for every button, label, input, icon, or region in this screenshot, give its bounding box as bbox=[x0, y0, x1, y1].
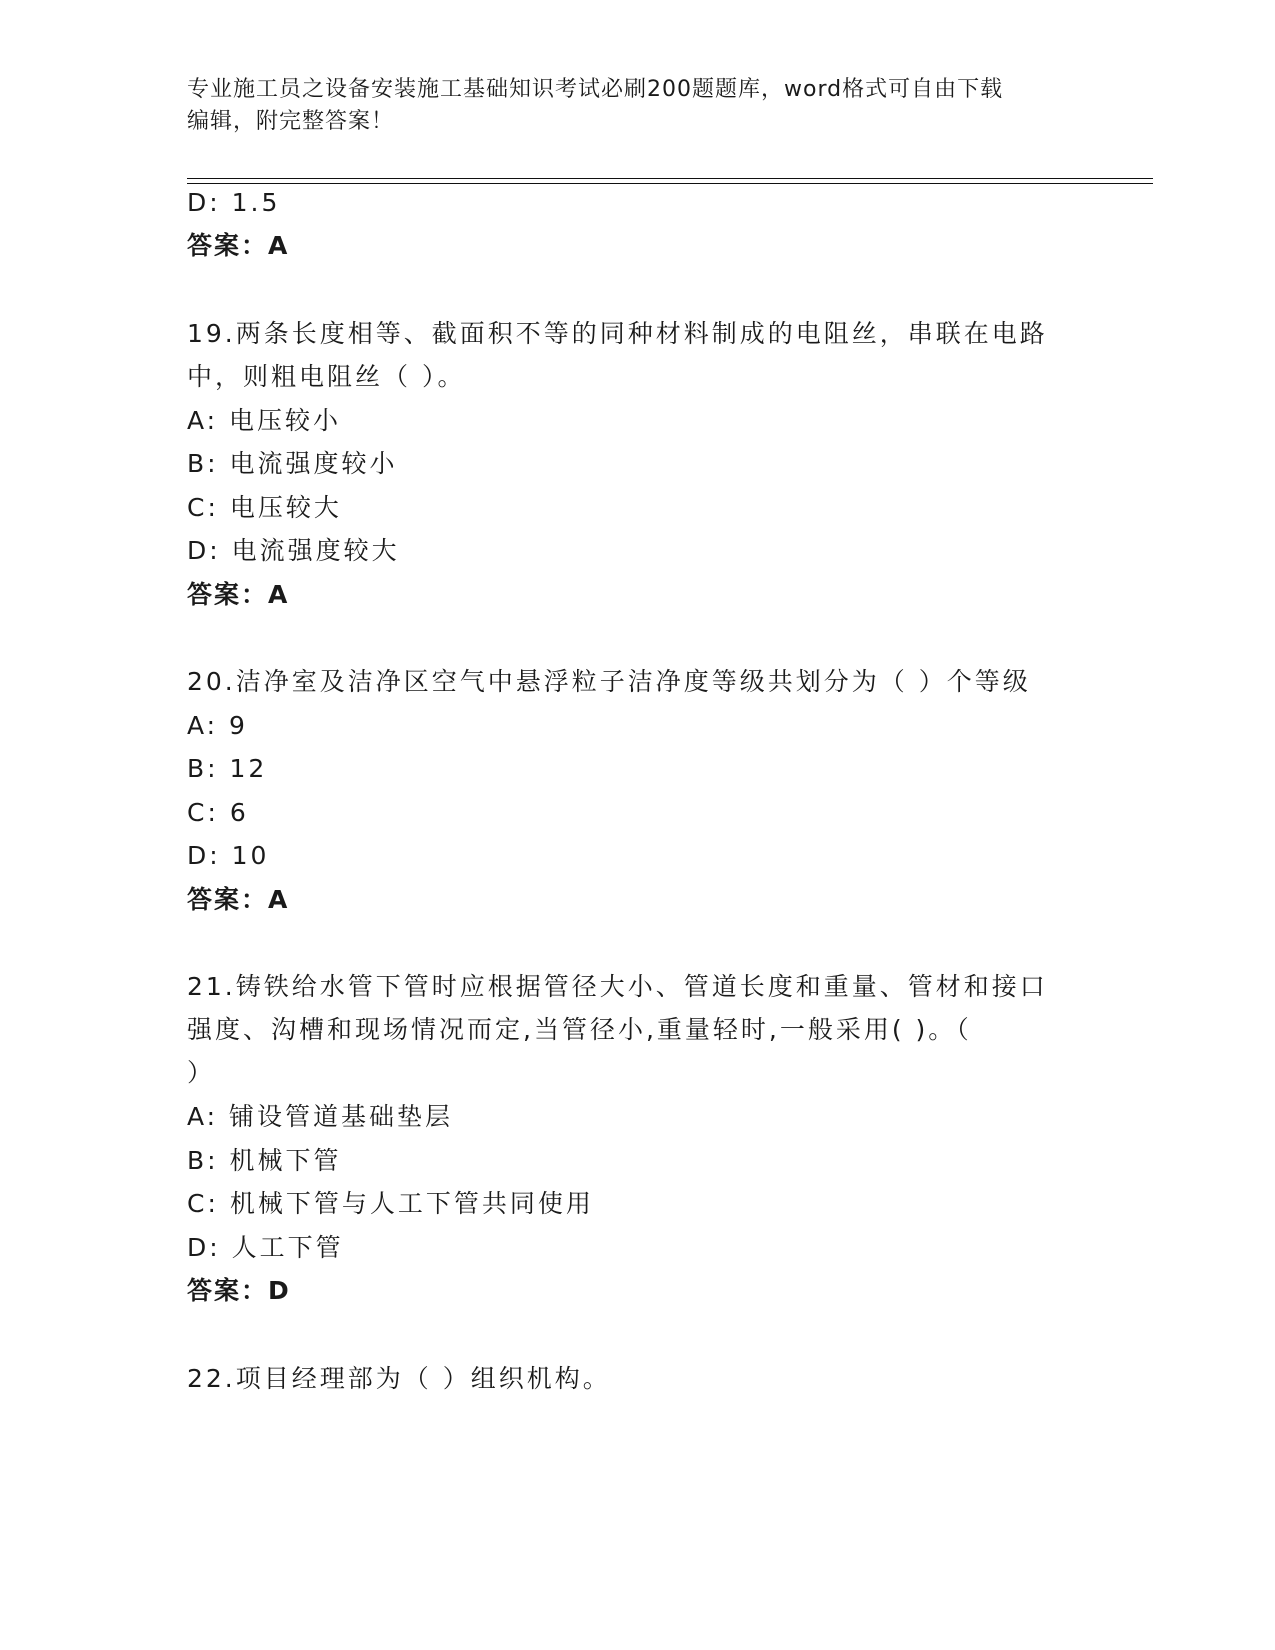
header-line-1: 专业施工员之设备安装施工基础知识考试必刷200题题库，word格式可自由下载 bbox=[187, 77, 1004, 102]
header-divider-top bbox=[187, 178, 1153, 179]
q22-text-line-1: 22.项目经理部为（ ）组织机构。 bbox=[187, 1364, 611, 1393]
document-header bbox=[187, 74, 1077, 138]
prev-answer: 答案：A bbox=[187, 231, 290, 260]
header-divider-bottom bbox=[187, 183, 1153, 184]
q19-option-d: D: 电流强度较大 bbox=[187, 536, 400, 565]
q21-option-b: B: 机械下管 bbox=[187, 1146, 342, 1175]
q20-option-d: D: 10 bbox=[187, 841, 270, 870]
q21-text-line-3: ） bbox=[187, 1058, 216, 1087]
header-line-2: 编辑，附完整答案！ bbox=[187, 109, 395, 134]
q20-option-c: C: 6 bbox=[187, 798, 249, 827]
q20-option-b: B: 12 bbox=[187, 754, 268, 783]
q20-option-a: A: 9 bbox=[187, 711, 248, 740]
q20-answer: 答案：A bbox=[187, 885, 290, 914]
q19-text-line-1: 19.两条长度相等、截面积不等的同种材料制成的电阻丝，串联在电路 bbox=[187, 319, 1048, 348]
q19-option-b: B: 电流强度较小 bbox=[187, 449, 398, 478]
prev-option-d: D: 1.5 bbox=[187, 188, 281, 217]
q19-text-line-2: 中，则粗电阻丝（ ）。 bbox=[187, 362, 466, 391]
q21-option-d: D: 人工下管 bbox=[187, 1233, 344, 1262]
q19-option-c: C: 电压较大 bbox=[187, 493, 342, 522]
q21-option-a: A: 铺设管道基础垫层 bbox=[187, 1102, 454, 1131]
q21-text-line-1: 21.铸铁给水管下管时应根据管径大小、管道长度和重量、管材和接口 bbox=[187, 972, 1048, 1001]
q19-option-a: A: 电压较小 bbox=[187, 406, 342, 435]
q19-answer: 答案：A bbox=[187, 580, 290, 609]
q21-option-c: C: 机械下管与人工下管共同使用 bbox=[187, 1189, 594, 1218]
q21-answer: 答案：D bbox=[187, 1276, 291, 1305]
q20-text-line-1: 20.洁净室及洁净区空气中悬浮粒子洁净度等级共划分为（ ）个等级 bbox=[187, 667, 1031, 696]
q21-text-line-2: 强度、沟槽和现场情况而定,当管径小,重量轻时,一般采用( )。（ bbox=[187, 1015, 972, 1044]
